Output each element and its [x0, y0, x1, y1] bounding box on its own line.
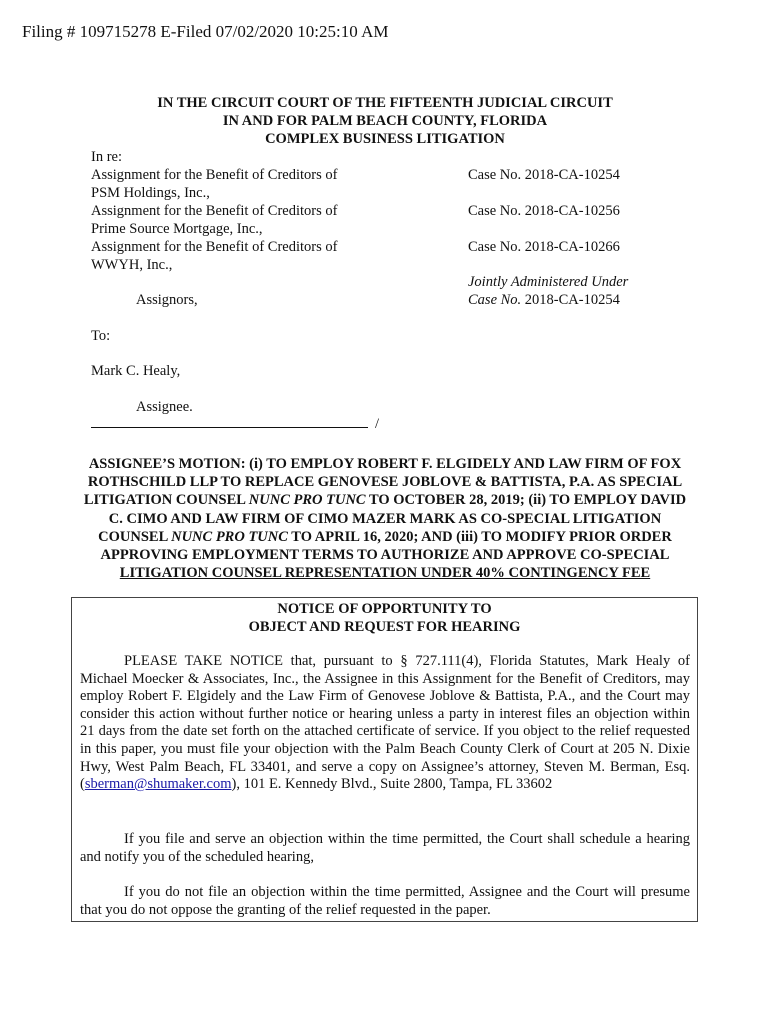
notice-box — [71, 597, 698, 922]
motion-title — [62, 455, 708, 582]
motion-title-line: ROTHSCHILD LLP TO REPLACE GENOVESE JOBLOVE & BATTISTA, P.A. AS SPECIAL — [87, 474, 683, 491]
assignee-name: Mark C. Healy, — [91, 363, 181, 379]
nunc-pro-tunc: NUNC PRO TUNC — [248, 492, 366, 509]
motion-title-text: TO APRIL 16, 2020; AND (iii) TO MODIFY PRIOR ORDER — [287, 528, 672, 545]
notice-heading-1: NOTICE OF OPPORTUNITY TO — [277, 601, 492, 617]
caption-line: Assignment for the Benefit of Creditors of — [91, 239, 338, 255]
case-number: Case No. 2018-CA-10266 — [468, 239, 620, 255]
case-number: Case No. 2018-CA-10254 — [468, 167, 620, 183]
caption-line: Assignment for the Benefit of Creditors of — [91, 167, 338, 183]
caption-line: Assignment for the Benefit of Creditors of — [91, 203, 338, 219]
court-name-line-1: IN THE CIRCUIT COURT OF THE FIFTEENTH JUDICIAL CIRCUIT — [157, 95, 613, 111]
in-re-label: In re: — [91, 149, 122, 165]
assignors-label: Assignors, — [136, 292, 198, 308]
notice-p1-text: PLEASE TAKE NOTICE that, pursuant to § 727.111(4), Florida Statutes, Mark Healy of Michael Moecker & Associates, Inc., the Assignee in this Assignment for the Benefit of Creditors, may employ Robert F. Elgidely and the Law Firm of Genovese Joblove & Battista, P.A., and the Court may consider this action without further notice or hearing unless a party in interest files an objection within 21 days from the date set forth on the attached certificate of service. If you object to the relief requested in this paper, you must file your objection with the Palm Beach County Clerk of Court at 205 N. Dixie Hwy, West Palm Beach, FL 33401, and serve a copy on Assignee’s attorney, Steven M. Berman, Esq. ( — [80, 653, 690, 793]
notice-heading-2: OBJECT AND REQUEST FOR HEARING — [248, 619, 521, 635]
motion-title-line: ASSIGNEE’S MOTION: (i) TO EMPLOY ROBERT F. ELGIDELY AND LAW FIRM OF FOX — [88, 456, 682, 472]
notice-paragraph-2: If you file and serve an objection within the time permitted, the Court shall schedule a hearing and notify you of the scheduled hearing, — [80, 831, 690, 865]
jointly-case-number: 2018-CA-10254 — [521, 292, 620, 308]
caption-signature-rule — [91, 427, 368, 428]
caption-slash: / — [375, 416, 380, 432]
caption-line: WWYH, Inc., — [91, 257, 173, 273]
motion-title-line: APPROVING EMPLOYMENT TERMS TO AUTHORIZE AND APPROVE CO-SPECIAL — [100, 547, 670, 564]
motion-title-line: C. CIMO AND LAW FIRM OF CIMO MAZER MARK AS CO-SPECIAL LITIGATION — [108, 510, 662, 527]
notice-paragraph-1 — [80, 653, 690, 794]
notice-paragraph-3: If you do not file an objection within the time permitted, Assignee and the Court will presume that you do not oppose the granting of the relief requested in the paper. — [80, 884, 690, 918]
caption-line: PSM Holdings, Inc., — [91, 185, 210, 201]
jointly-administered-note: Jointly Administered Under — [468, 274, 629, 290]
motion-title-line — [62, 491, 708, 509]
jointly-administered-case — [468, 291, 620, 309]
court-name-line-3: COMPLEX BUSINESS LITIGATION — [265, 131, 505, 147]
to-label: To: — [91, 328, 111, 344]
caption-line: Prime Source Mortgage, Inc., — [91, 221, 263, 237]
filing-header: Filing # 109715278 E-Filed 07/02/2020 10:25:10 AM — [22, 22, 389, 41]
court-name-line-2: IN AND FOR PALM BEACH COUNTY, FLORIDA — [222, 113, 548, 129]
email-link[interactable]: sberman@shumaker.com — [84, 776, 232, 793]
motion-title-text: LITIGATION COUNSEL — [83, 492, 249, 509]
motion-title-line — [62, 528, 708, 546]
motion-title-line: LITIGATION COUNSEL REPRESENTATION UNDER 40% CONTINGENCY FEE — [119, 565, 651, 582]
motion-title-text: COUNSEL — [98, 528, 172, 545]
motion-title-text: TO OCTOBER 28, 2019; (ii) TO EMPLOY DAVID — [365, 492, 687, 509]
notice-p1-text-end: ), 101 E. Kennedy Blvd., Suite 2800, Tampa, FL 33602 — [231, 776, 553, 793]
assignee-label: Assignee. — [136, 399, 193, 415]
nunc-pro-tunc: NUNC PRO TUNC — [171, 528, 288, 545]
case-number: Case No. 2018-CA-10256 — [468, 203, 620, 219]
jointly-case-label: Case No. — [468, 292, 522, 308]
